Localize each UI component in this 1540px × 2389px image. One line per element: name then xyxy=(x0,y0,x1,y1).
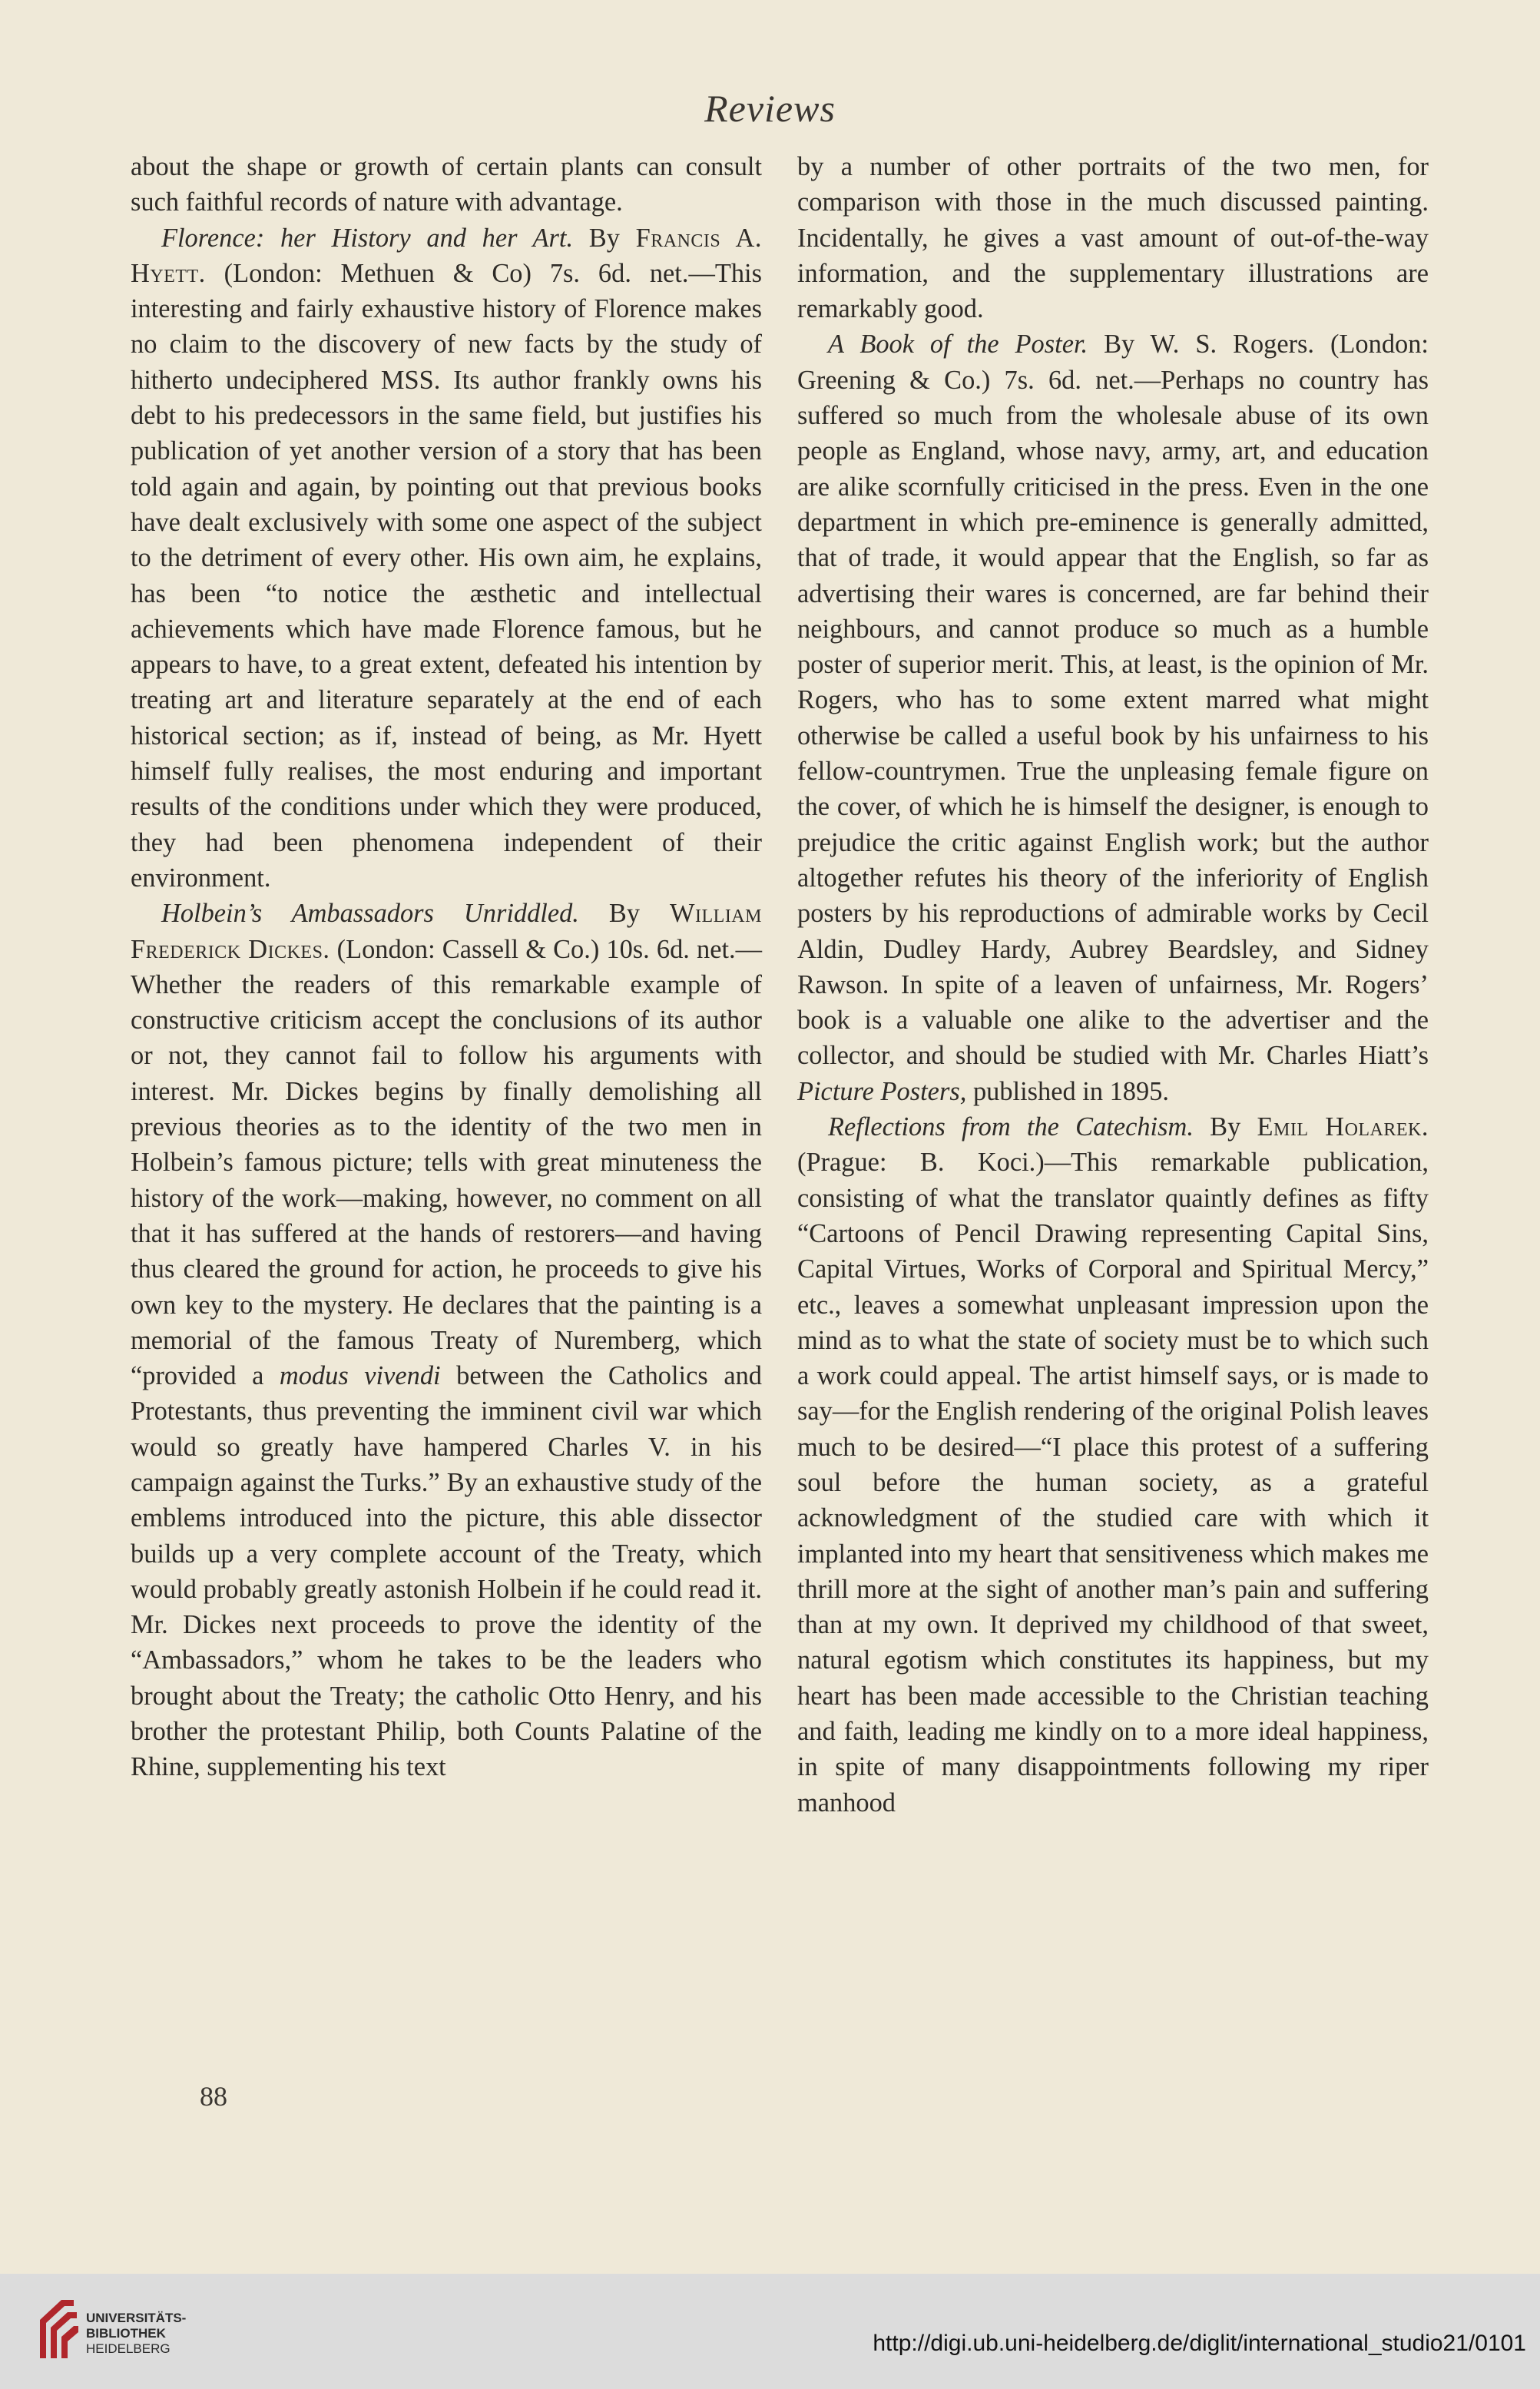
author-lead: By xyxy=(588,223,620,253)
library-logo-icon xyxy=(34,2297,80,2364)
review-text: (Prague: B. Koci.)—This remarkable publication, consisting of what the translator quaintly defines as fifty “Cartoons of Pencil Drawing representing Capital Sins, Capital Virtues, Works of Corporal and Spiritual Mercy,” etc., leaves a somewhat unpleasant impression upon the mind as to what the state of society must be to which such a work could appeal. The artist himself says, or is made to say—for the English rendering of the original Polish leaves much to be desired—“I place this protest of a suffering soul before the human society, as a grateful acknowledgment of the studied care with which it implanted into my heart that sensitiveness which makes me thrill more at the sight of another man’s pain and suffering than at my own. It deprived my childhood of that sweet, natural egotism which constitutes its happiness, but my heart has been made accessible to the Christian teaching and faith, leading me kindly on to a more ideal happiness, in spite of many disappointments following my riper manhood xyxy=(797,1148,1429,1817)
author-name: Francis A. Hyett. xyxy=(131,223,762,288)
review-text: (London: Greening & Co.) 7s. 6d. net.—Perhaps no country has suffered so much from the wholesale abuse of its own people as England, whose navy, army, art, and education are alike scornfully criticised in the press. Even in the one department in which pre-eminence is generally admitted, that of trade, it would appear that the English, so far as advertising their wares is concerned, are far behind their neighbours, and cannot produce so much as a humble poster of superior merit. This, at least, is the opinion of Mr. Rogers, who has to some extent marred what might otherwise be called a useful book by his unfairness to his fellow-countrymen. True the unpleasing female figure on the cover, of which he is himself the designer, is enough to prejudice the critic against English work; but the author altogether refutes his theory of the inferiority of English posters by his reproductions of admirable works by Cecil Aldin, Dudley Hardy, Aubrey Beardsley, and Sidney Rawson. In spite of a leaven of unfairness, Mr. Rogers’ book is a valuable one alike to the advertiser and the collector, and should be studied with Mr. Charles Hiatt’s xyxy=(797,330,1429,1071)
book-title: Reflections from the Catechism. xyxy=(828,1112,1194,1142)
left-column xyxy=(131,149,762,1785)
author-name: By W. S. Rogers. xyxy=(1104,330,1315,360)
source-url-link[interactable]: http://digi.ub.uni-heidelberg.de/diglit/international_studio21/0101 xyxy=(873,2331,1526,2356)
author-lead: By xyxy=(1210,1112,1241,1142)
author-lead: By xyxy=(608,899,641,929)
review-catechism xyxy=(797,1109,1429,1821)
author-name: Emil Holarek. xyxy=(1257,1112,1429,1142)
running-head: Reviews xyxy=(704,87,836,130)
italic-phrase: modus vivendi xyxy=(279,1361,441,1391)
review-text: between the Catholics and Protestants, thus preventing the imminent civil war which would so greatly have hampered Charles V. in his campaign against the Turks.” By an exhaustive study of the emblems introduced into the picture, this able dissector builds up a very complete account of the Treaty, which would probably greatly astonish Holbein if he could read it. Mr. Dickes next proceeds to prove the identity of the “Ambassadors,” whom he takes to be the leaders who brought about the Treaty; the catholic Otto Henry, and his brother the protestant Philip, both Counts Palatine of the Rhine, supplementing his text xyxy=(131,1361,762,1782)
right-column xyxy=(797,149,1429,1821)
review-holbein xyxy=(131,896,762,1784)
review-text: (London: Methuen & Co) 7s. 6d. net.—This interesting and fairly exhaustive history of Florence makes no claim to the discovery of new facts by the study of hitherto undeciphered MSS. Its author frankly owns his debt to his predecessors in the same field, but justifies his publication of yet another version of a story that has been told again and again, by pointing out that previous books have dealt exclusively with some one aspect of the subject to the detriment of every other. His own aim, he explains, has been “to notice the æsthetic and intellectual achievements which have made Florence famous, but he appears to have, to a great extent, defeated his intention by treating art and literature separately at the end of each historical section; as if, instead of being, as Mr. Hyett himself fully realises, the most enduring and important results of the conditions under which they were produced, they had been phenomena independent of their environment. xyxy=(131,258,762,893)
paragraph-continued xyxy=(131,149,762,220)
paragraph-text: about the shape or growth of certain plants can consult such faithful records of nature with advantage. xyxy=(131,152,762,217)
book-title: A Book of the Poster. xyxy=(828,330,1088,360)
book-title: Holbein’s Ambassadors Unriddled. xyxy=(161,899,579,929)
paragraph-continued xyxy=(797,149,1429,326)
author-name: William Frederick Dickes. xyxy=(131,899,762,964)
review-florence xyxy=(131,220,762,896)
paragraph-text: by a number of other portraits of the two men, for comparison with those in the much discussed painting. Incidentally, he gives a vast amount of out-of-the-way information, and the supplementary illustrations are remarkably good. xyxy=(797,152,1429,324)
page-number: 88 xyxy=(200,2081,227,2112)
review-poster xyxy=(797,326,1429,1109)
digitization-footer xyxy=(0,2274,1540,2389)
book-title: Florence: her History and her Art. xyxy=(161,223,574,253)
library-name: UNIVERSITÄTS- BIBLIOTHEK HEIDELBERG xyxy=(86,2311,187,2356)
review-text: (London: Cassell & Co.) 10s. 6d. net.—Whether the readers of this remarkable example of constructive criticism accept the conclusions of its author or not, they cannot fail to follow his arguments with interest. Mr. Dickes begins by finally demolishing all previous theories as to the identity of the two men in Holbein’s famous picture; tells with great minuteness the history of the work—making, however, no comment on all that it has suffered at the hands of restorers—and having thus cleared the ground for action, he proceeds to give his own key to the mystery. He declares that the painting is a memorial of the famous Treaty of Nuremberg, which “provided a xyxy=(131,934,763,1391)
italic-title-reference: Picture Posters, xyxy=(797,1076,967,1106)
review-text: published in 1895. xyxy=(972,1076,1169,1106)
